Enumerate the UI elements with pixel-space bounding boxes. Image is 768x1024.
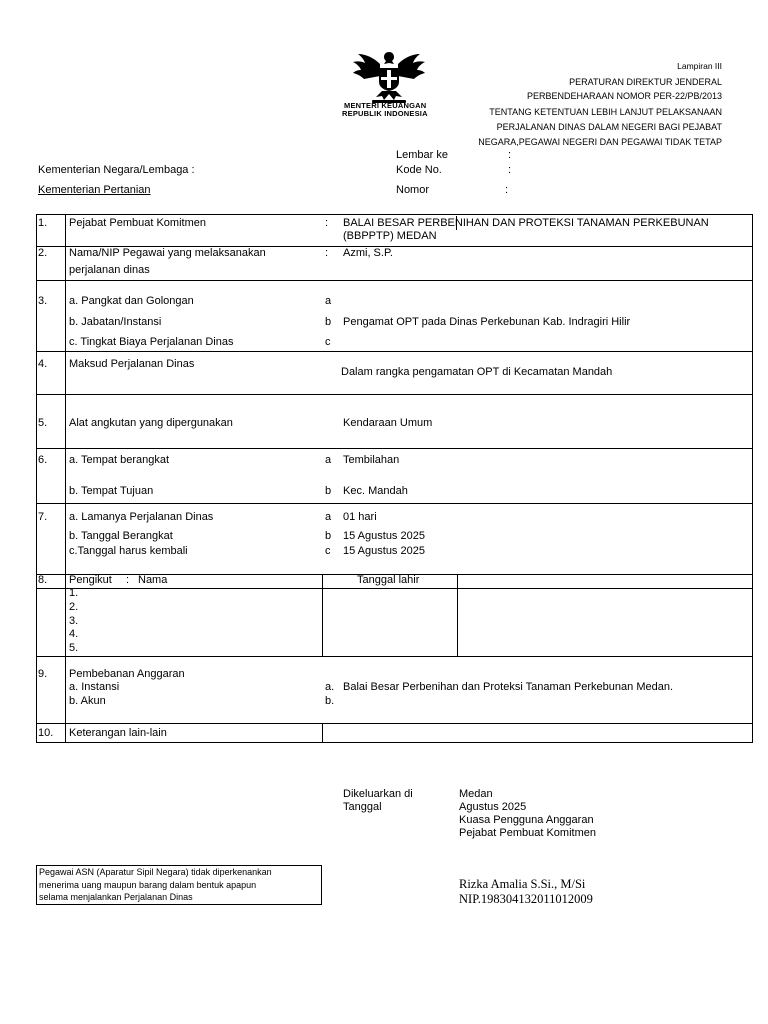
row-7-value-c: 15 Agustus 2025 — [343, 545, 425, 557]
signer-role-2: Pejabat Pembuat Komitmen — [459, 827, 596, 839]
notice-line-2: menerima uang maupun barang dalam bentuk apapun — [39, 880, 257, 890]
row-3-mark-c: c — [325, 336, 331, 348]
emblem-caption-1: MENTERI KEUANGAN — [344, 101, 427, 110]
row-3-label-b: b. Jabatan/Instansi — [69, 316, 162, 328]
row-9-number: 9. — [38, 668, 48, 680]
row-9-mark-b: b. — [325, 695, 335, 707]
row-5-value: Kendaraan Umum — [343, 417, 433, 429]
tanggal-label: Tanggal — [343, 801, 382, 813]
row-7-label-a: a. Lamanya Perjalanan Dinas — [69, 511, 214, 523]
regulation-line-2: PERBENDEHARAAN NOMOR PER-22/PB/2013 — [526, 91, 722, 101]
row-1-label: Pejabat Pembuat Komitmen — [69, 217, 206, 229]
row-1-value-line-1: BALAI BESAR PERBENIHAN DAN PROTEKSI TANAMAN PERKEBUNAN — [343, 217, 709, 229]
row-8-nama-header: Nama — [138, 574, 168, 586]
regulation-line-5: NEGARA,PEGAWAI NEGERI DAN PEGAWAI TIDAK TETAP — [478, 137, 722, 147]
row-3-number: 3. — [38, 295, 48, 307]
row-7-value-b: 15 Agustus 2025 — [343, 530, 425, 542]
notice-line-1: Pegawai ASN (Aparatur Sipil Negara) tidak diperkenankan — [39, 867, 272, 877]
row-7-value-a: 01 hari — [343, 511, 377, 523]
regulation-line-4: PERJALANAN DINAS DALAM NEGERI BAGI PEJABAT — [496, 122, 722, 132]
kode-label: Kode No. — [396, 164, 442, 176]
row-2-label-line-1: Nama/NIP Pegawai yang melaksanakan — [69, 247, 266, 259]
pengikut-item-5: 5. — [69, 642, 79, 654]
row-8-number: 8. — [38, 574, 48, 586]
pengikut-item-3: 3. — [69, 615, 79, 627]
row-7-label-b: b. Tanggal Berangkat — [69, 530, 173, 542]
row-5-number: 5. — [38, 417, 48, 429]
notice-line-3: selama menjalankan Perjalanan Dinas — [39, 892, 193, 902]
row-8-label: Pengikut — [69, 574, 112, 586]
row-7-number: 7. — [38, 511, 48, 523]
lembar-colon: : — [508, 149, 512, 161]
pengikut-item-1: 1. — [69, 587, 79, 599]
signer-role-1: Kuasa Pengguna Anggaran — [459, 814, 594, 826]
lembar-label: Lembar ke — [396, 149, 448, 161]
regulation-line-1: PERATURAN DIREKTUR JENDERAL — [569, 77, 722, 87]
emblem-caption-2: REPUBLIK INDONESIA — [342, 109, 428, 118]
row-4-label: Maksud Perjalanan Dinas — [69, 358, 195, 370]
row-2-label-line-2: perjalanan dinas — [69, 264, 150, 276]
row-3-mark-a: a — [325, 295, 332, 307]
kementerian-label: Kementerian Negara/Lembaga : — [38, 164, 195, 176]
row-6-label-b: b. Tempat Tujuan — [69, 485, 154, 497]
row-7-mark-c: c — [325, 545, 331, 557]
row-3-mark-b: b — [325, 316, 332, 328]
row-7-mark-a: a — [325, 511, 332, 523]
row-6-label-a: a. Tempat berangkat — [69, 454, 170, 466]
row-2-number: 2. — [38, 247, 48, 259]
signer-nip: NIP.198304132011012009 — [459, 892, 593, 906]
row-6-value-a: Tembilahan — [343, 454, 400, 466]
row-2-colon: : — [325, 247, 329, 259]
kementerian-value: Kementerian Pertanian — [38, 184, 151, 196]
row-7-mark-b: b — [325, 530, 332, 542]
tanggal-value: Agustus 2025 — [459, 801, 527, 813]
row-10-label: Keterangan lain-lain — [69, 727, 167, 739]
row-7-label-c: c.Tanggal harus kembali — [69, 545, 188, 557]
nomor-colon: : — [505, 184, 509, 196]
row-8-tanggal-header: Tanggal lahir — [357, 574, 420, 586]
row-6-number: 6. — [38, 454, 48, 466]
lampiran-label: Lampiran III — [677, 61, 722, 71]
pengikut-item-2: 2. — [69, 601, 79, 613]
row-4-value: Dalam rangka pengamatan OPT di Kecamatan Mandah — [341, 366, 613, 378]
regulation-line-3: TENTANG KETENTUAN LEBIH LANJUT PELAKSANAAN — [489, 107, 722, 117]
row-3-value-b: Pengamat OPT pada Dinas Perkebunan Kab. Indragiri Hilir — [343, 316, 631, 328]
row-9-value-a: Balai Besar Perbenihan dan Proteksi Tanaman Perkebunan Medan. — [343, 681, 674, 693]
row-3-label-c: c. Tingkat Biaya Perjalanan Dinas — [69, 336, 234, 348]
signer-name: Rizka Amalia S.Si., M/Si — [459, 877, 586, 891]
row-1-colon: : — [325, 217, 329, 229]
row-6-mark-a: a — [325, 454, 332, 466]
row-3-label-a: a. Pangkat dan Golongan — [69, 295, 194, 307]
row-1-number: 1. — [38, 217, 48, 229]
row-1-value-line-2: (BBPPTP) MEDAN — [343, 230, 437, 242]
row-9-label: Pembebanan Anggaran — [69, 668, 185, 680]
nomor-label: Nomor — [396, 184, 430, 196]
row-9-mark-a: a. — [325, 681, 335, 693]
row-4-number: 4. — [38, 358, 48, 370]
row-10-number: 10. — [38, 727, 54, 739]
row-8-colon: : — [126, 574, 130, 586]
row-9-label-a: a. Instansi — [69, 681, 120, 693]
dikeluarkan-label: Dikeluarkan di — [343, 788, 413, 800]
dikeluarkan-value: Medan — [459, 788, 493, 800]
pengikut-item-4: 4. — [69, 628, 79, 640]
row-6-value-b: Kec. Mandah — [343, 485, 408, 497]
kode-colon: : — [508, 164, 512, 176]
row-9-label-b: b. Akun — [69, 695, 106, 707]
row-5-label: Alat angkutan yang dipergunakan — [69, 417, 233, 429]
row-6-mark-b: b — [325, 485, 332, 497]
row-2-value: Azmi, S.P. — [343, 247, 393, 259]
